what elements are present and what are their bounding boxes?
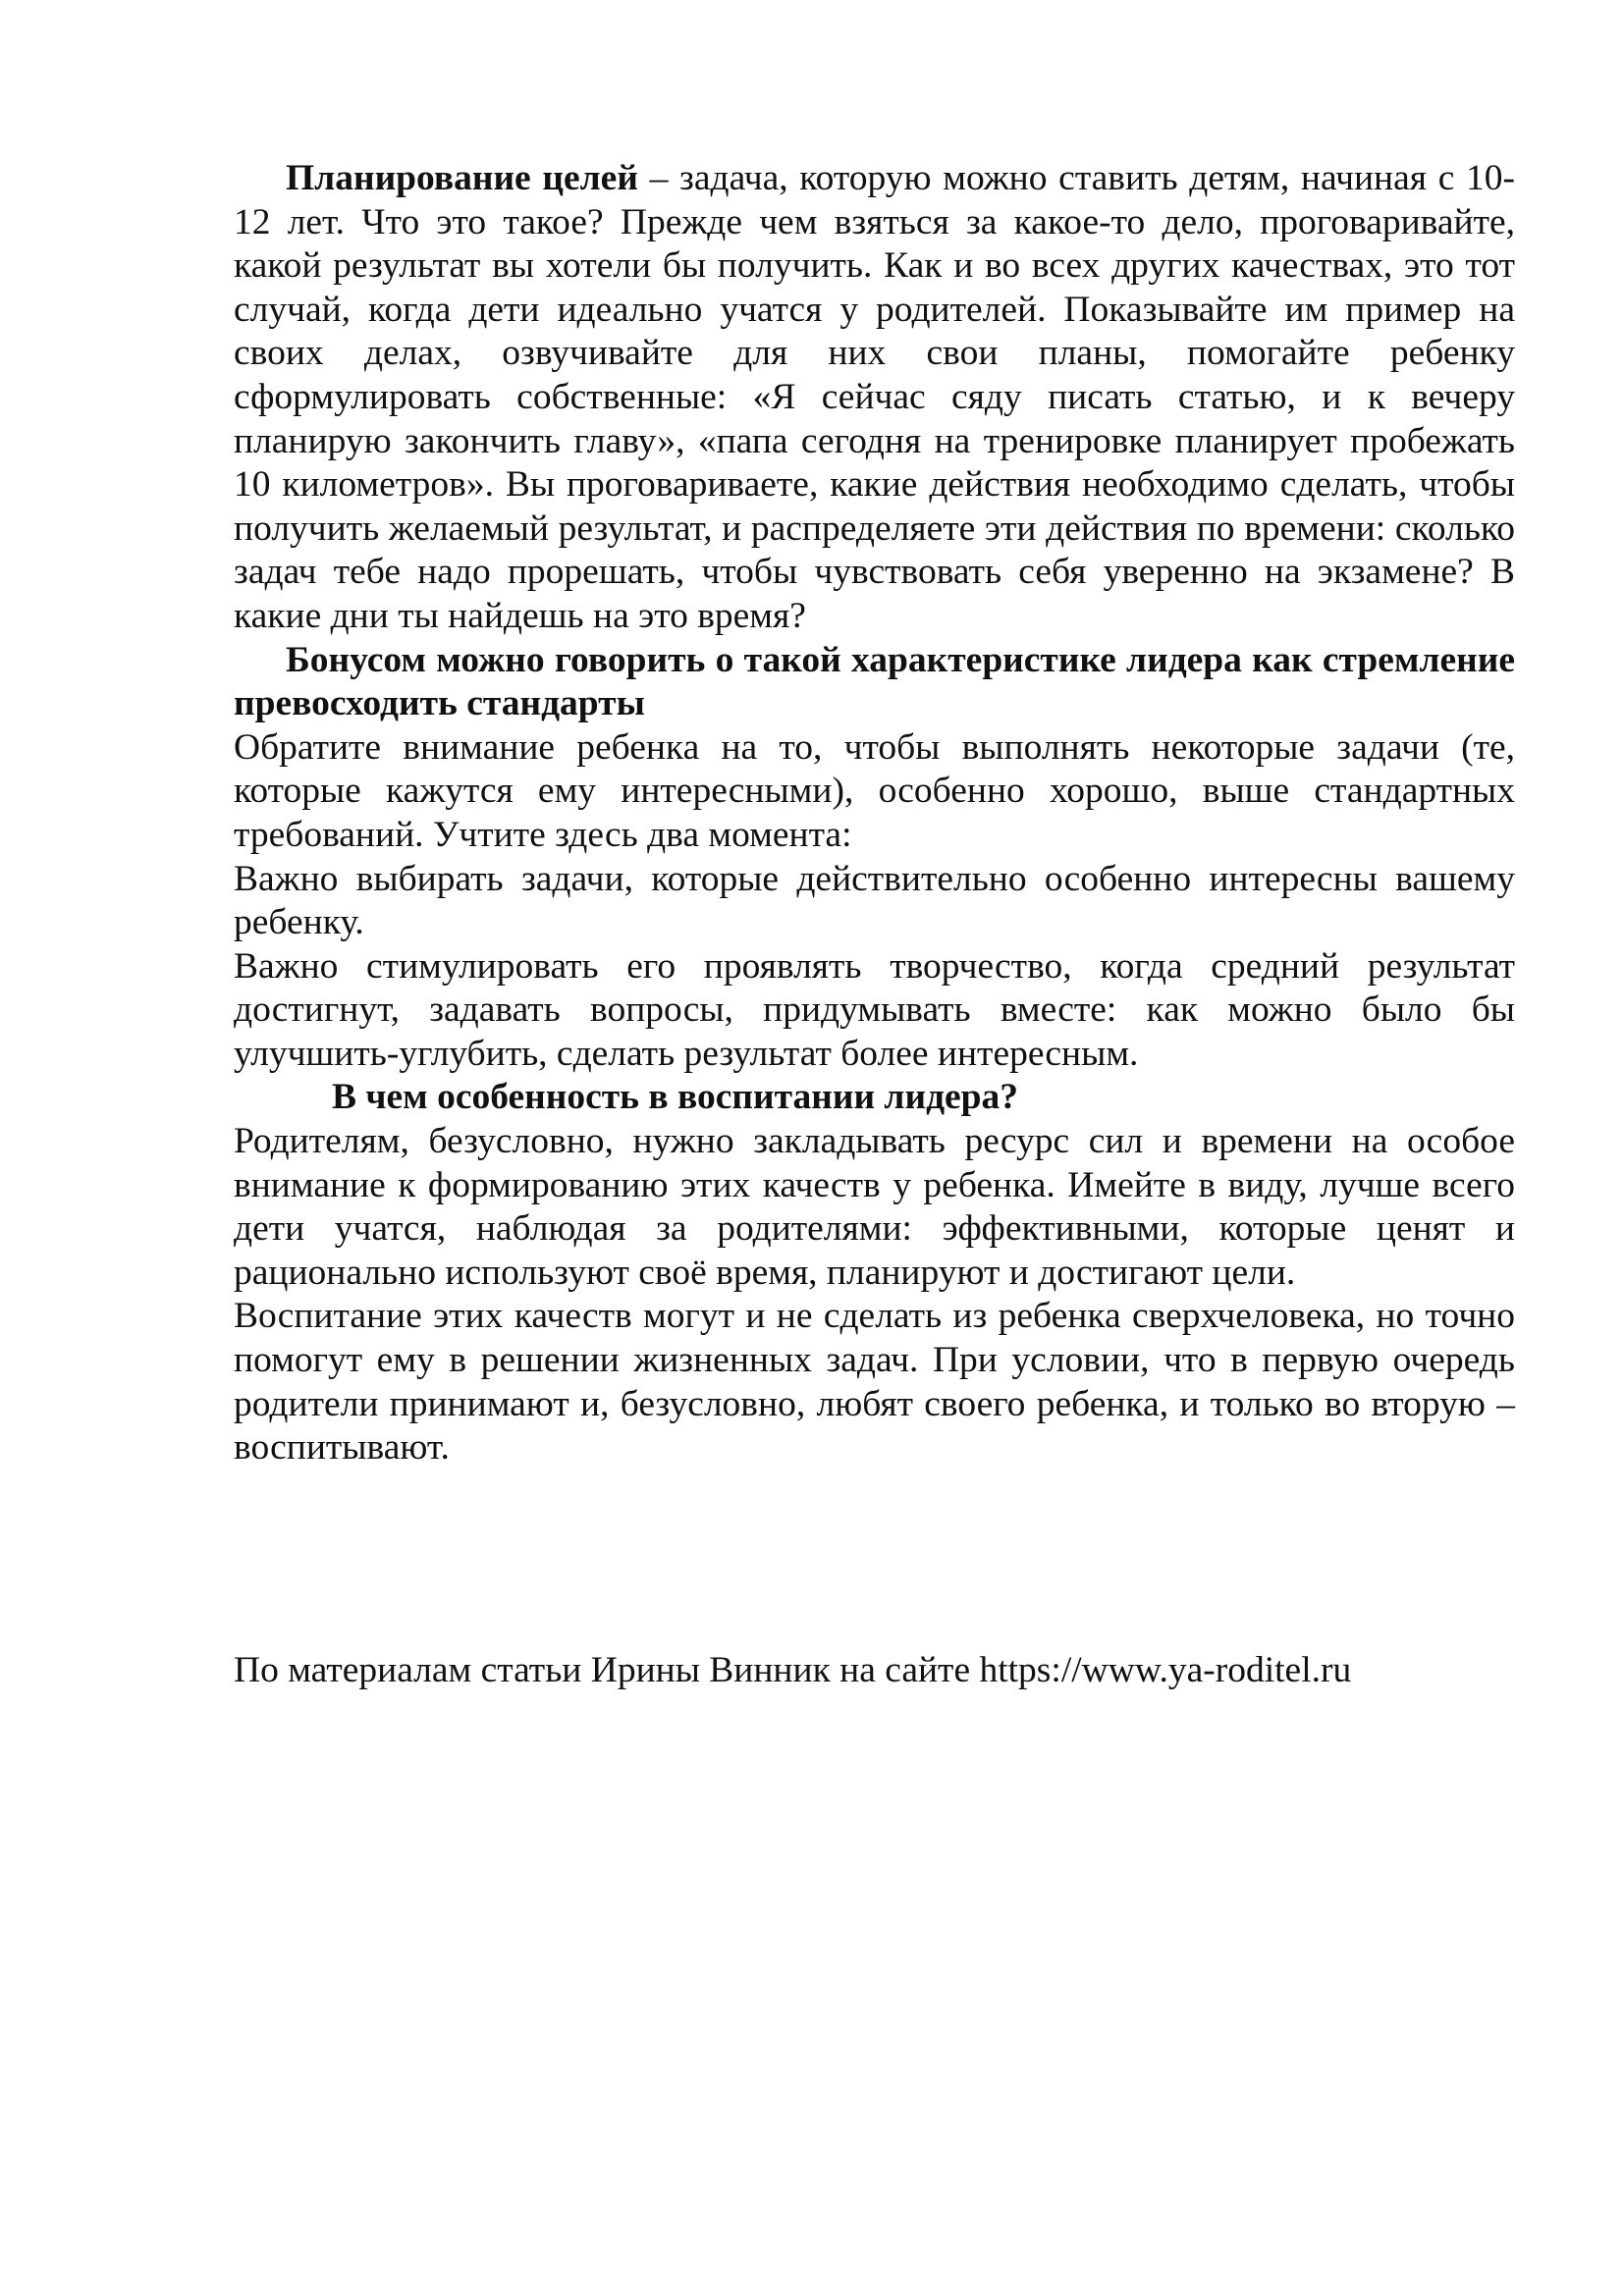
leader-upbringing-paragraph-1: Родителям, безусловно, нужно закладывать ресурс сил и времени на особое внимание к формированию этих качеств у ребенка. Имейте в виду, лучше всего дети учатся, наблюдая за родителями: эффективными, которые ценят и рационально используют своё время, планируют и достигают цели. [234,1121,1515,1293]
goal-planning-text: – задача, которую можно ставить детям, начиная с 10-12 лет. Что это такое? Прежде чем взяться за какое-то дело, проговаривайте, какой результат вы хотели бы получить. Как и во всех других качествах, это тот случай, когда дети идеально учатся у родителей. Показывайте им пример на своих делах, озвучивайте для них свои планы, помогайте ребенку сформулировать собственные: «Я сейчас сяду писать статью, и к вечеру планирую закончить главу», «папа сегодня на тренировке планирует пробежать 10 километров». Вы проговариваете, какие действия необходимо сделать, чтобы получить желаемый результат, и распределяете эти действия по времени: сколько задач тебе надо прорешать, чтобы чувствовать себя уверенно на экзамене? В какие дни ты найдешь на это время? [234,158,1516,636]
goal-planning-paragraph [234,157,1515,639]
bonus-heading: Бонусом можно говорить о такой характеристике лидера как стремление превосходить стандарты [234,639,1515,724]
bonus-paragraph-2: Важно выбирать задачи, которые действительно особенно интересны вашему ребенку. [234,858,1515,943]
document-body [234,157,1515,1470]
goal-planning-lead: Планирование целей [286,158,638,198]
bonus-paragraph-1: Обратите внимание ребенка на то, чтобы выполнять некоторые задачи (те, которые кажутся ему интересными), особенно хорошо, выше стандартных требований. Учтите здесь два момента: [234,726,1515,855]
leader-upbringing-paragraph-2: Воспитание этих качеств могут и не сделать из ребенка сверхчеловека, но точно помогут ему в решении жизненных задач. При условии, что в первую очередь родители принимают и, безусловно, любят своего ребенка, и только во вторую – воспитывают. [234,1296,1515,1468]
bonus-paragraph-3: Важно стимулировать его проявлять творчество, когда средний результат достигнут, задавать вопросы, придумывать вместе: как можно было бы улучшить-углубить, сделать результат более интересным. [234,945,1515,1074]
source-note: По материалам статьи Ирины Винник на сайте https://www.ya-roditel.ru [234,1650,1352,1690]
leader-upbringing-heading: В чем особенность в воспитании лидера? [332,1077,1019,1118]
